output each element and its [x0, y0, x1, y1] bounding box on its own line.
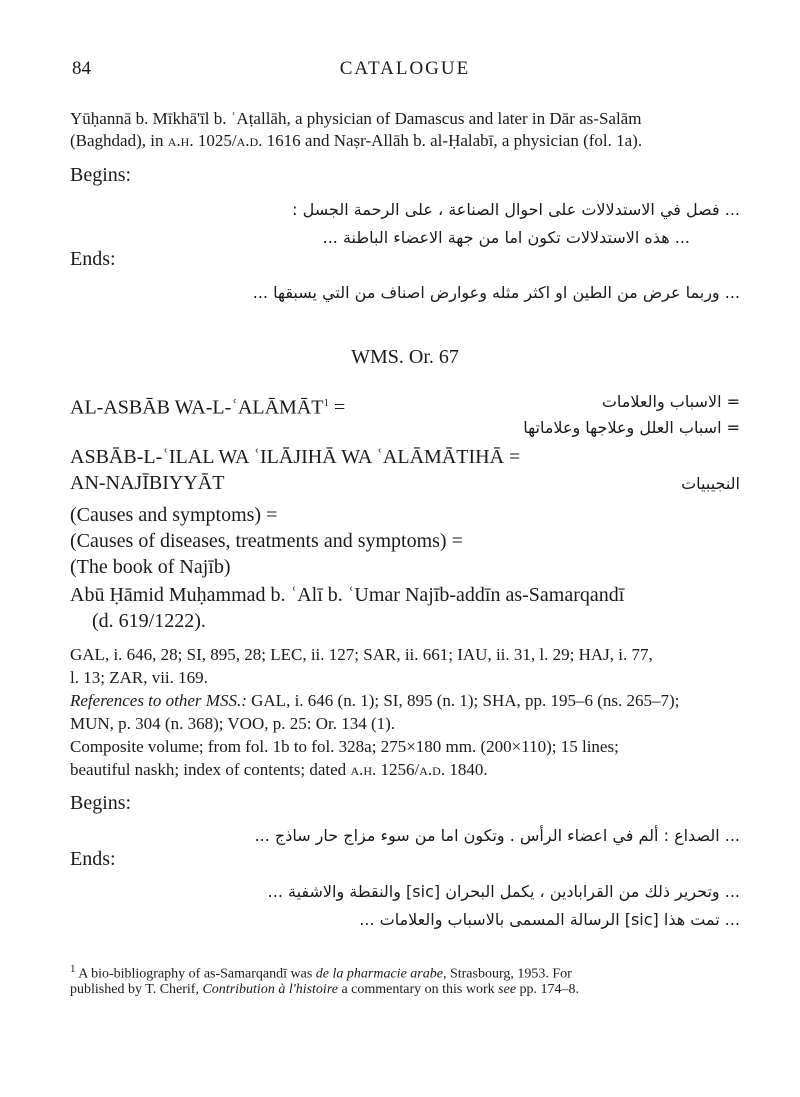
title-line-2: ASBĀB-L-ʿILAL WA ʿILĀJIHĀ WA ʿALĀMĀTIHĀ =: [70, 446, 521, 468]
other-mss-line-1: References to other MSS.: GAL, i. 646 (n. 1); SI, 895 (n. 1); SHA, pp. 195–6 (ns. 265–7);: [70, 691, 680, 710]
arabic-begins-line-1: ... فصل في الاستدلالات على احوال الصناعة ، على الرحمة الجسل :: [292, 200, 740, 219]
page-number: 84: [72, 58, 91, 79]
begins-label: Begins:: [70, 164, 132, 186]
description-line-1: Composite volume; from fol. 1b to fol. 328a; 275×180 mm. (200×110); 15 lines;: [70, 737, 619, 756]
ends-label: Ends:: [70, 248, 116, 270]
running-head: CATALOGUE: [339, 58, 471, 79]
arabic-ends-line: ... وربما عرض من الطين او اكثر مثله وعوارض اصناف من التي يسبقها ...: [252, 283, 740, 302]
references-line-2: l. 13; ZAR, vii. 169.: [70, 668, 208, 687]
description-line-2: beautiful naskh; index of contents; dated a.h. 1256/a.d. 1840.: [70, 760, 488, 779]
author-line-2: (d. 619/1222).: [92, 610, 206, 632]
arabic-ends-2-line-1: ... وتحرير ذلك من القرابادين ، يكمل البحران [sic] والنقطة والاشفية ...: [267, 882, 740, 901]
intro-line-1: Yūḥannā b. Mīkhā'īl b. ʿAṭallāh, a physician of Damascus and later in Dār as-Salām: [70, 109, 642, 128]
arabic-title-2: = اسباب العلل وعلاجها وعلاماتها: [523, 418, 740, 437]
arabic-begins-line-2: ... هذه الاستدلالات تكون اما من جهة الاعضاء الباطنة ...: [322, 228, 690, 247]
title-line-1: AL-ASBĀB WA-L-ʿALĀMĀT$^1$ =: [70, 396, 346, 419]
arabic-begins-2: ... الصداع : ألم في اعضاء الرأس . وتكون اما من سوء مزاج حار ساذج ...: [254, 826, 740, 845]
footnote-line-2: published by T. Cherif, Contribution à l'histoire a commentary on this work see pp. 174–8.: [70, 982, 580, 997]
other-mss-line-2: MUN, p. 304 (n. 368); VOO, p. 25: Or. 134 (1).: [70, 714, 396, 733]
arabic-title-1: = الاسباب والعلامات: [601, 392, 740, 411]
title-line-3: AN-NAJĪBIYYĀT: [70, 472, 225, 494]
arabic-ends-2-line-2: ... تمت هذا [sic] الرسالة المسمى بالاسباب والعلامات ...: [359, 910, 740, 929]
references-line-1: GAL, i. 646, 28; SI, 895, 28; LEC, ii. 127; SAR, ii. 661; IAU, ii. 31, l. 29; HAJ, i. 77,: [70, 645, 653, 664]
ends-label-2: Ends:: [70, 848, 116, 870]
footnote-marker: 1: [323, 397, 329, 409]
author-line-1: Abū Ḥāmid Muḥammad b. ʿAlī b. ʿUmar Najīb-addīn as-Samarqandī: [70, 584, 625, 606]
translation-1: (Causes and symptoms) =: [70, 504, 278, 526]
begins-label-2: Begins:: [70, 792, 132, 814]
arabic-title-3: النجيبيات: [681, 474, 740, 493]
shelfmark: WMS. Or. 67: [351, 346, 459, 368]
catalogue-page: [70, 0, 740, 1097]
page-header: [70, 58, 740, 86]
intro-line-2: (Baghdad), in a.h. 1025/a.d. 1616 and Naṣr-Allāh b. al-Ḥalabī, a physician (fol. 1a).: [70, 131, 643, 150]
translation-3: (The book of Najīb): [70, 556, 231, 578]
footnote-line-1: $^1$ A bio-bibliography of as-Samarqandī was de la pharmacie arabe, Strasbourg, 1953. For: [70, 963, 572, 982]
translation-2: (Causes of diseases, treatments and symptoms) =: [70, 530, 463, 552]
